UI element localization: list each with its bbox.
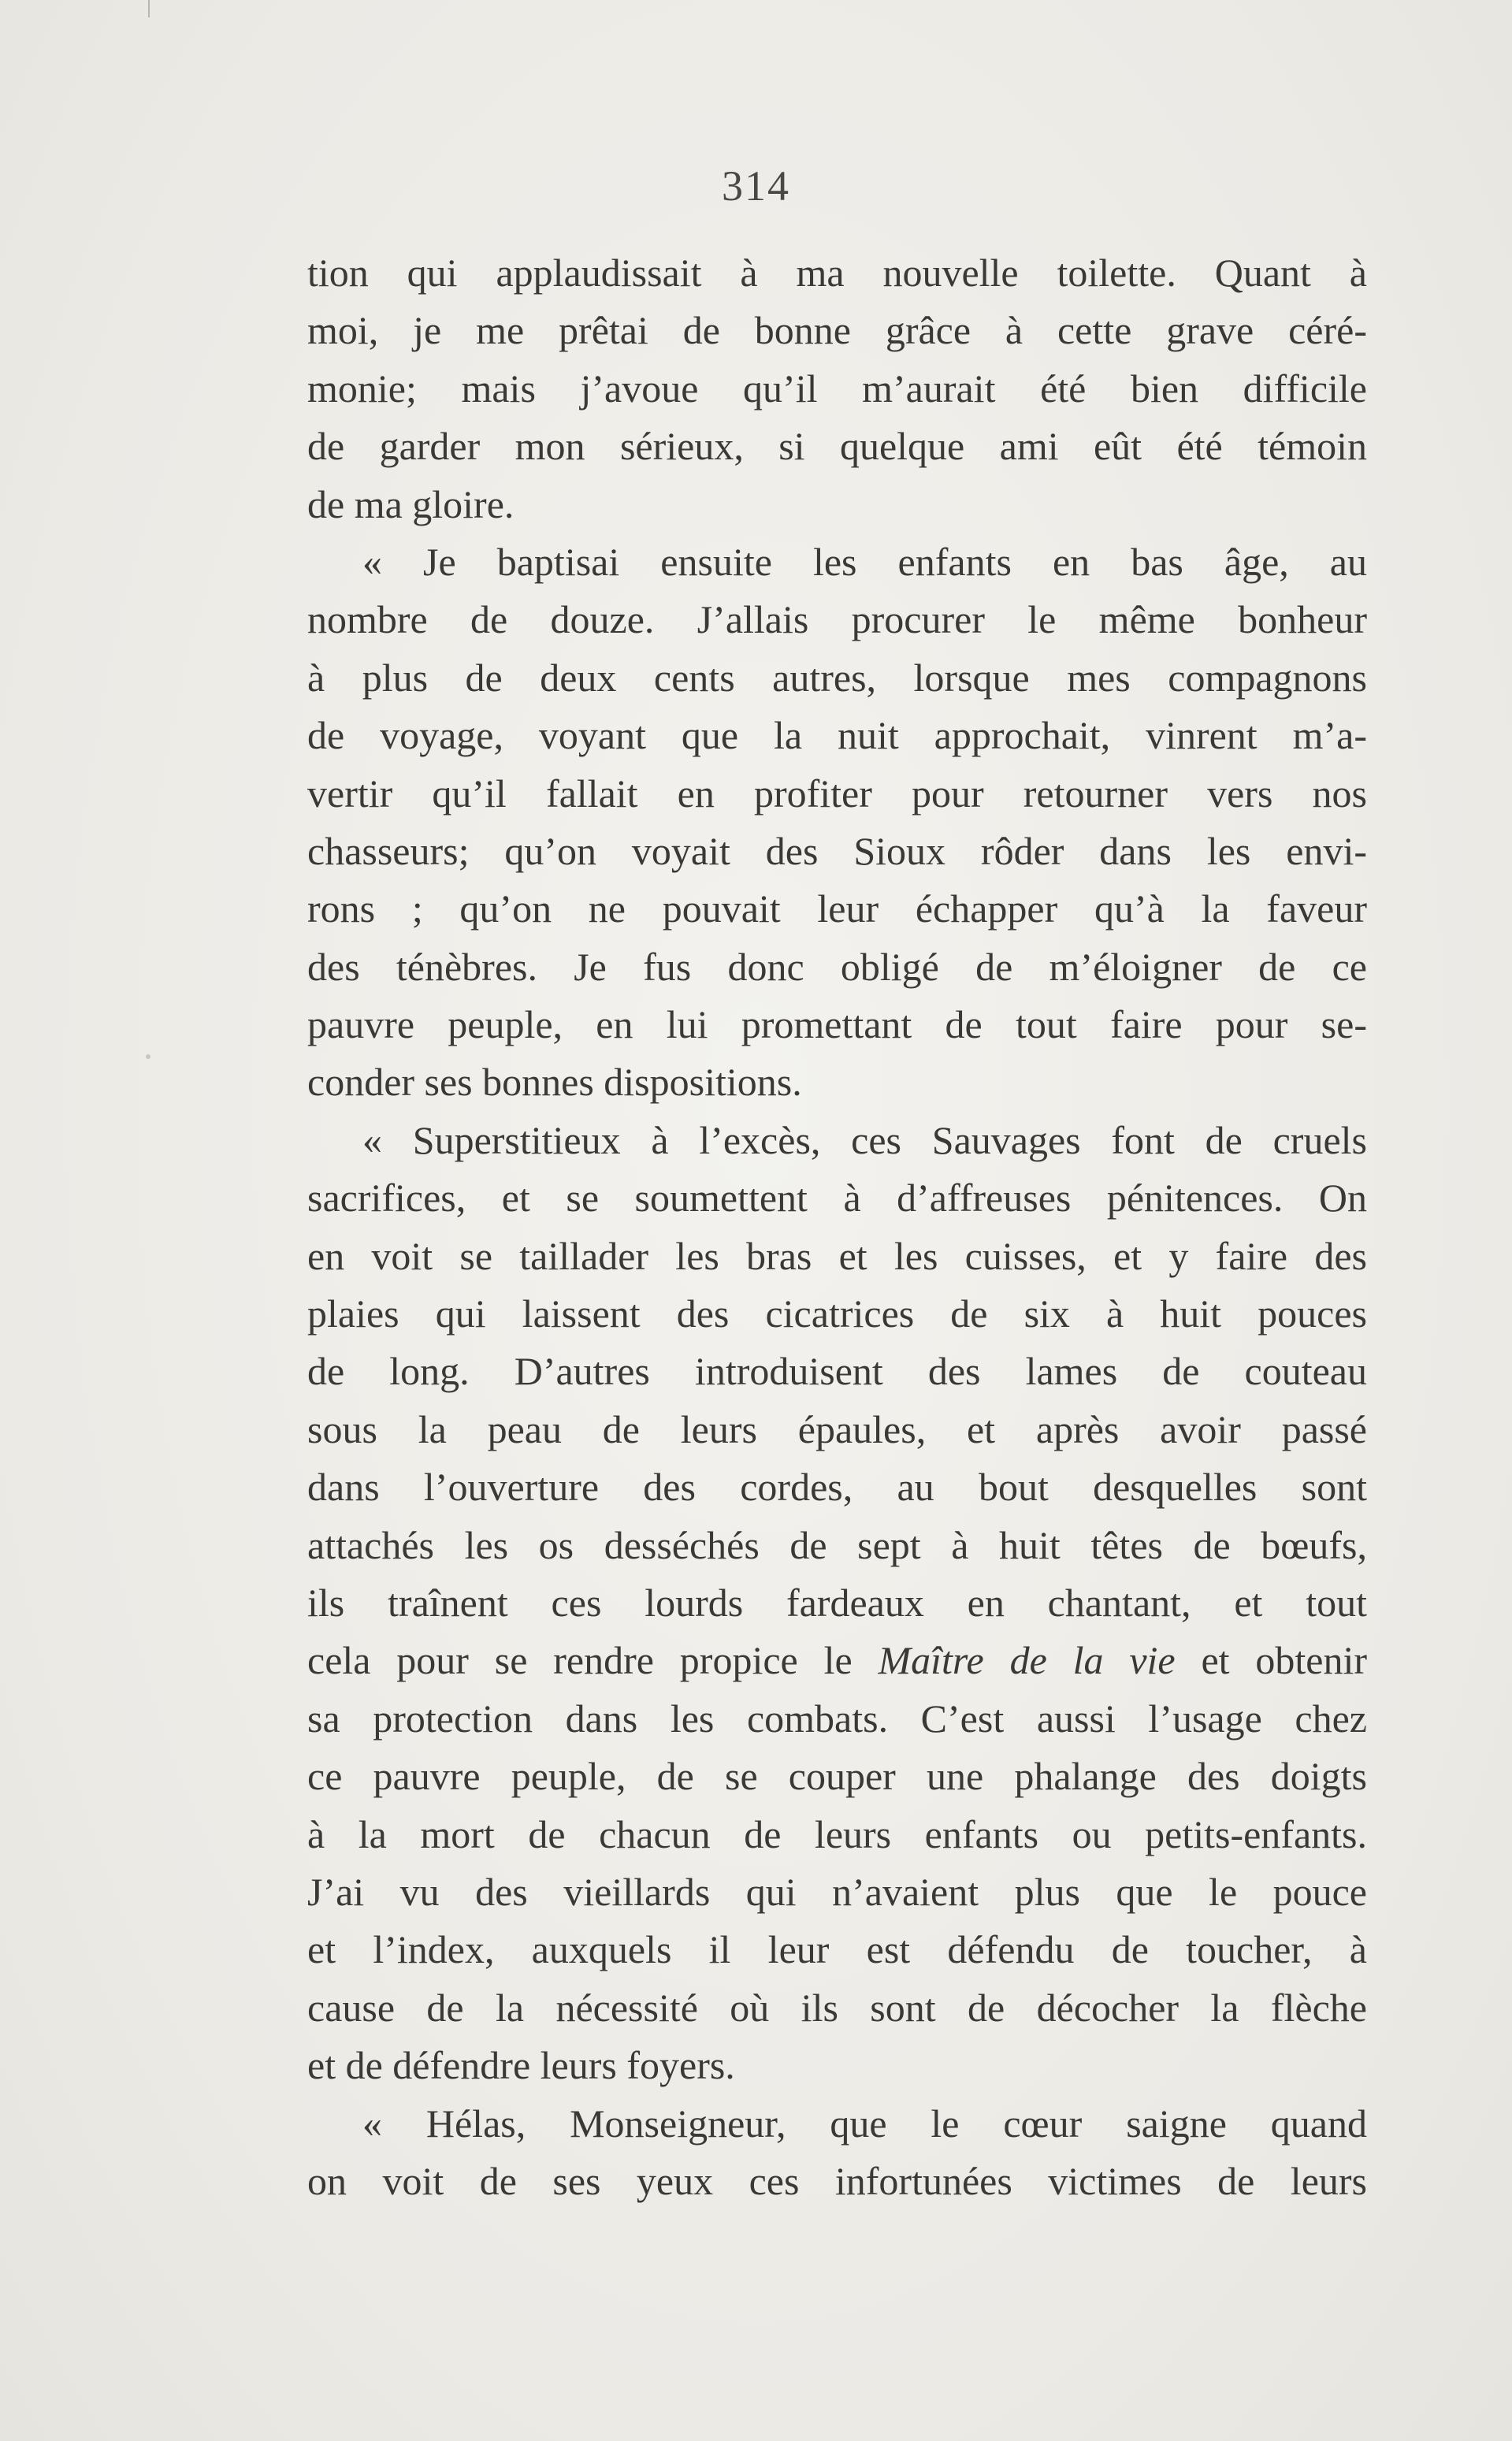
text-line: tion qui applaudissait à ma nouvelle toilette. Quant à — [307, 251, 1367, 295]
italic-term: Maître de la vie — [878, 1638, 1176, 1683]
text-line: sa protection dans les combats. C’est aussi l’usage chez — [307, 1696, 1367, 1741]
text-line: « Superstitieux à l’excès, ces Sauvages font de cruels — [362, 1117, 1367, 1162]
text-line: sacrifices, et se soumettent à d’affreuses pénitences. On — [307, 1176, 1367, 1220]
text-line: sous la peau de leurs épaules, et après avoir passé — [307, 1406, 1367, 1451]
scan-mark — [148, 0, 150, 17]
text-line: monie; mais j’avoue qu’il m’aurait été bien difficile — [307, 366, 1367, 411]
text-line: de voyage, voyant que la nuit approchait, vinrent m’a- — [307, 713, 1367, 758]
text-segment: et obtenir — [1175, 1638, 1367, 1683]
text-line: plaies qui laissent des cicatrices de six à huit pouces — [307, 1291, 1367, 1336]
text-line: à la mort de chacun de leurs enfants ou petits-enfants. — [307, 1811, 1367, 1856]
text-line: moi, je me prêtai de bonne grâce à cette grave céré- — [307, 308, 1367, 353]
text-line: des ténèbres. Je fus donc obligé de m’éloigner de ce — [307, 944, 1367, 989]
text-line: cause de la nécessité où ils sont de décocher la flèche — [307, 1985, 1367, 2030]
text-line — [307, 1632, 1367, 1689]
text-line: chasseurs; qu’on voyait des Sioux rôder dans les envi- — [307, 828, 1367, 873]
text-line: de garder mon sérieux, si quelque ami eût été témoin — [307, 424, 1367, 469]
text-line: vertir qu’il fallait en profiter pour retourner vers nos — [307, 771, 1367, 816]
text-line: en voit se taillader les bras et les cuisses, et y faire des — [307, 1233, 1367, 1278]
text-line: ce pauvre peuple, de se couper une phalange des doigts — [307, 1754, 1367, 1799]
text-line: de long. D’autres introduisent des lames de couteau — [307, 1349, 1367, 1394]
text-line: et l’index, auxquels il leur est défendu de toucher, à — [307, 1927, 1367, 1972]
text-line: de ma gloire. — [307, 481, 515, 526]
text-line: et de défendre leurs foyers. — [307, 2043, 735, 2088]
text-line: à plus de deux cents autres, lorsque mes compagnons — [307, 655, 1367, 700]
text-line: J’ai vu des vieillards qui n’avaient plus que le pouce — [307, 1869, 1367, 1914]
text-line: nombre de douze. J’allais procurer le même bonheur — [307, 597, 1367, 642]
text-line: rons ; qu’on ne pouvait leur échapper qu’à la faveur — [307, 886, 1367, 931]
paper-speck — [146, 1054, 150, 1059]
body-text — [307, 244, 1367, 2210]
text-line: dans l’ouverture des cordes, au bout desquelles sont — [307, 1465, 1367, 1510]
text-segment: cela pour se rendre propice le — [307, 1638, 879, 1683]
text-line: pauvre peuple, en lui promettant de tout faire pour se- — [307, 1002, 1367, 1047]
page-number: 314 — [722, 162, 790, 210]
text-line: conder ses bonnes dispositions. — [307, 1060, 802, 1105]
text-line: « Je baptisai ensuite les enfants en bas âge, au — [362, 539, 1367, 584]
text-line: attachés les os desséchés de sept à huit têtes de bœufs, — [307, 1522, 1367, 1567]
text-line: on voit de ses yeux ces infortunées victimes de leurs — [307, 2158, 1367, 2203]
text-line: « Hélas, Monseigneur, que le cœur saigne quand — [362, 2101, 1367, 2146]
text-line: ils traînent ces lourds fardeaux en chantant, et tout — [307, 1580, 1367, 1625]
